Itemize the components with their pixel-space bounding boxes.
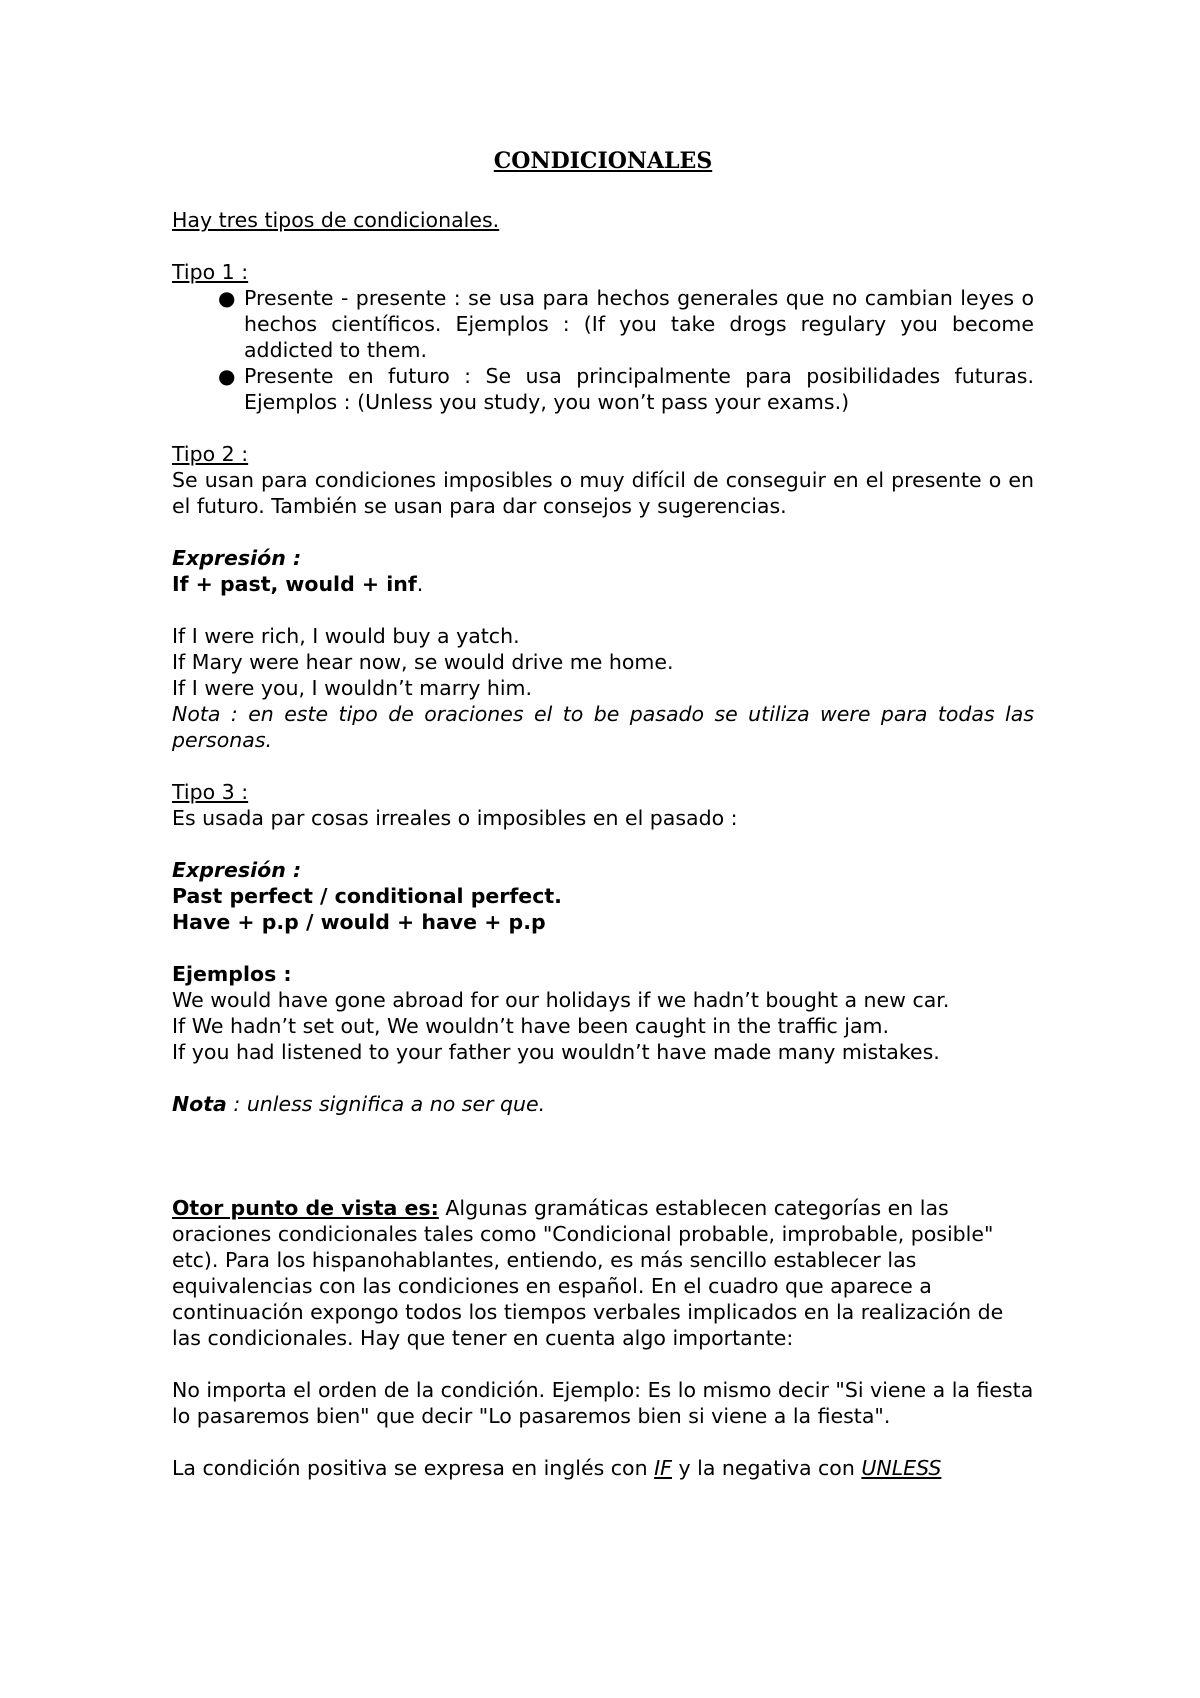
- bullet-icon: ●: [218, 286, 236, 310]
- tipo2-description: Se usan para condiciones imposibles o muy difícil de conseguir en el presente o en el futuro. También se usan para dar consejos y sugerencias.: [172, 468, 1034, 518]
- last-paragraph: [172, 1455, 1034, 1481]
- intro-heading: Hay tres tipos de condicionales.: [172, 208, 500, 232]
- tipo2-example: If I were you, I wouldn’t marry him.: [172, 676, 533, 700]
- tipo3-formula: Past perfect / conditional perfect.: [172, 884, 562, 908]
- formula-period: .: [416, 572, 424, 596]
- list-item: [218, 285, 1034, 363]
- tipo3-heading: Tipo 3 :: [172, 780, 249, 804]
- bullet-text: Presente - presente : se usa para hechos generales que no cambian leyes o hechos científicos. Ejemplos : (If you take drogs regulary you become addicted to them.: [244, 286, 1034, 362]
- otro-label: Otor punto de vista es:: [172, 1196, 439, 1220]
- tipo2-expresion-label: Expresión :: [172, 546, 302, 570]
- list-item: [218, 363, 1034, 415]
- tipo3-description: Es usada par cosas irreales o imposibles en el pasado :: [172, 806, 738, 830]
- if-word: IF: [654, 1456, 672, 1480]
- tipo1-bullet-list: [172, 285, 1034, 415]
- tipo3-formula: Have + p.p / would + have + p.p: [172, 910, 546, 934]
- last-text-mid: y la negativa con: [671, 1456, 862, 1480]
- otro-paragraph: [172, 1195, 1034, 1351]
- tipo3-example: If We hadn’t set out, We wouldn’t have been caught in the traffic jam.: [172, 1014, 890, 1038]
- document-title: CONDICIONALES: [493, 148, 713, 174]
- bullet-icon: ●: [218, 364, 236, 388]
- tipo2-example: If Mary were hear now, se would drive me home.: [172, 650, 674, 674]
- last-text-pre: La condición positiva se expresa en inglés con: [172, 1456, 655, 1480]
- tipo2-example: If I were rich, I would buy a yatch.: [172, 624, 520, 648]
- nota-label: Nota: [172, 1092, 227, 1116]
- tipo3-expresion-label: Expresión :: [172, 858, 302, 882]
- tipo3-ejemplos-label: Ejemplos :: [172, 962, 292, 986]
- tipo3-example: We would have gone abroad for our holidays if we hadn’t bought a new car.: [172, 988, 950, 1012]
- otro-text: Algunas gramáticas establecen categorías en las oraciones condicionales tales como "Condicional probable, improbable, posible" etc). Para los hispanohablantes, entiendo, es más sencillo establecer las equivalencias con las condiciones en español. En el cuadro que aparece a continuación expongo todos los tiempos verbales implicados en la realización de las condicionales. Hay que tener en cuenta algo importante:: [172, 1196, 1004, 1350]
- nota-text: : unless significa a no ser que.: [226, 1092, 546, 1116]
- tipo1-heading: Tipo 1 :: [172, 260, 249, 284]
- bullet-text: Presente en futuro : Se usa principalmente para posibilidades futuras. Ejemplos : (Unless you study, you won’t pass your exams.): [244, 364, 1034, 414]
- nota-final: [172, 1091, 1034, 1117]
- tipo2-formula: [172, 571, 1034, 597]
- unless-word: UNLESS: [861, 1456, 942, 1480]
- tipo3-example: If you had listened to your father you wouldn’t have made many mistakes.: [172, 1040, 940, 1064]
- tipo2-nota: Nota : en este tipo de oraciones el to be pasado se utiliza were para todas las personas.: [172, 702, 1034, 752]
- tipo2-heading: Tipo 2 :: [172, 442, 249, 466]
- orden-paragraph: No importa el orden de la condición. Ejemplo: Es lo mismo decir "Si viene a la fiesta lo pasaremos bien" que decir "Lo pasaremos bien si viene a la fiesta".: [172, 1378, 1034, 1428]
- formula-text: If + past, would + inf: [172, 572, 417, 596]
